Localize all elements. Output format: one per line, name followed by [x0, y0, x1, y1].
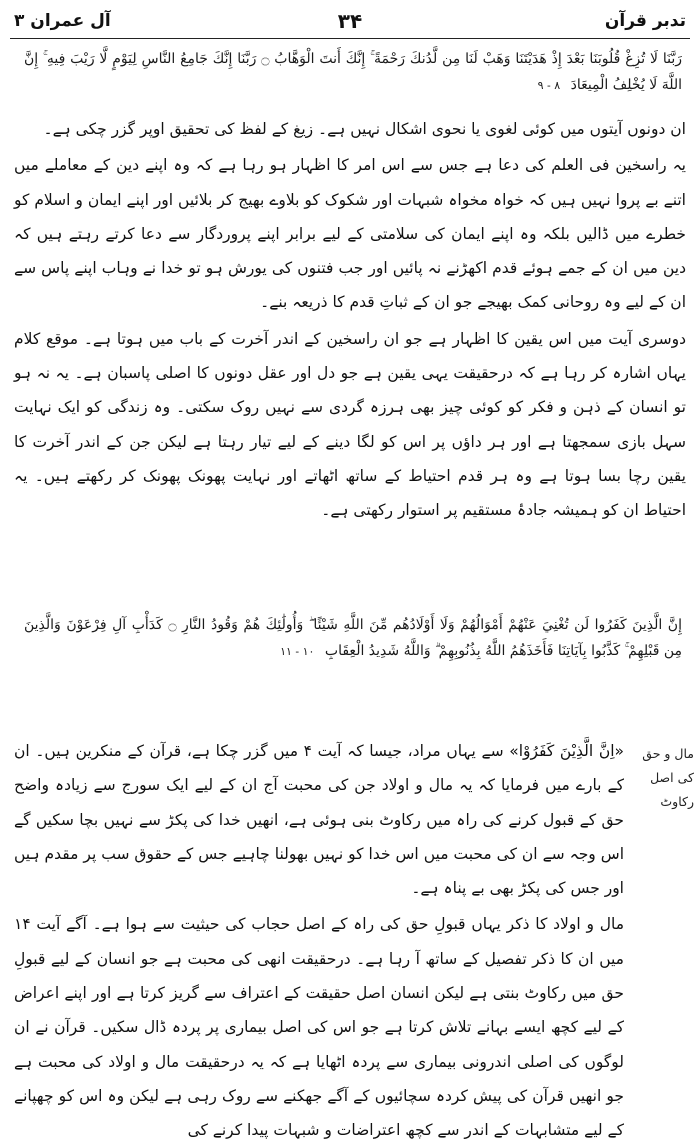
book-title: تدبر قرآن	[604, 11, 686, 31]
paragraph: مال و اولاد کا ذکر یہاں قبولِ حق کی راہ کے اصل حجاب کی حیثیت سے ہوا ہے۔ آگے آیت ۱۴ میں ان کا ذکر تفصیل کے ساتھ آ رہا ہے۔ درحقیقت انھی کی محبت ہے جو انسان کے لیے قبولِ حق میں رکاوٹ بنتی ہے لیکن انسان اصل حقیقت کے اعتراف سے گریز کرتا ہے اور اپنے اعراض کے لیے کچھ ایسے بہانے تلاش کرتا ہے جو اس کی اصل بیماری پر پردہ ڈال سکیں۔ قرآن نے ان لوگوں کی اصلی اندرونی بیماری سے پردہ اٹھایا ہے کہ یہ درحقیقت مال و اولاد کی محبت ہے جو انھیں قرآن کی پیش کردہ سچائیوں کے آگے جھکنے سے روک رہی ہے لیکن وہ اس کو چھپانے کے لیے متشابہات کے اندر سے کچھ اعتراضات و شبہات پیدا کرنے کی	[14, 915, 624, 1140]
ayah-text: إِنَّ الَّذِينَ كَفَرُوا لَن تُغْنِيَ عَنْهُمْ أَمْوَالُهُمْ وَلَا أَوْلَادُهُم مِّنَ اللَّهِ شَيْئًا ۖ وَأُولَٰئِكَ هُمْ وَقُودُ النَّارِ ۝ كَدَأْبِ آلِ فِرْعَوْنَ وَالَّذِينَ مِن قَبْلِهِمْ ۚ كَذَّبُوا بِآيَاتِنَا فَأَخَذَهُمُ اللَّهُ بِذُنُوبِهِمْ ۗ وَاللَّهُ شَدِيدُ الْعِقَابِ	[24, 617, 682, 659]
ayah-block-2	[24, 612, 682, 665]
ayah-block-1	[24, 46, 682, 99]
paragraph: ان دونوں آیتوں میں کوئی لغوی یا نحوی اشکال نہیں ہے۔ زیغ کے لفظ کی تحقیق اوپر گزر چکی ہے۔	[43, 120, 686, 138]
commentary-section-2	[14, 734, 624, 1148]
paragraph: یہ راسخین فی العلم کی دعا ہے جس سے اس امر کا اظہار ہو رہا ہے کہ وہ اپنے دین کے معاملے میں اتنے بے پروا نہیں ہیں کہ خواہ مخواہ شبہات اور شکوک کو بلاوے بھیج کر بلائیں اور اپنے ایمان و اسلام کو خطرے میں ڈالیں بلکہ وہ اپنے ایمان کی سلامتی کے لیے برابر اپنے پروردگار سے دعا کرتے رہتے ہیں کہ دین میں ان کے جمے ہوئے قدم اکھڑنے نہ پائیں اور جب فتنوں کی یورش ہو تو خدا نے وہاب اپنے پاس سے ان کے لیے وہ روحانی کمک بھیجے جو ان کے ثباتِ قدم کا ذریعہ بنے۔	[14, 156, 687, 312]
page-header	[14, 6, 686, 36]
page-number: ۳۴	[337, 9, 363, 33]
margin-note: مال و حق کی اصل رکاوٹ	[642, 746, 694, 809]
paragraph: «اِنَّ الَّذِیْنَ کَفَرُوْا» سے یہاں مراد، جیسا کہ آیت ۴ میں گزر چکا ہے، قرآن کے منکرین ہیں۔ ان کے بارے میں فرمایا کہ یہ مال و اولاد جن کی محبت آج ان کے لیے ایک سورج سے زیادہ واضح حق کے قبول کرنے کی راہ میں رکاوٹ بنی ہوئی ہے، انھیں خدا کی پکڑ سے نہیں بچا سکیں گے اس وجہ سے ان کی محبت میں اس خدا کو نہیں بھولنا چاہیے جس کے حقوق سب پر مقدم ہیں اور جس کی پکڑ بھی بے پناہ ہے۔	[14, 742, 625, 898]
ayah-reference: ۸ - ۹	[537, 79, 561, 92]
ayah-reference: ۱۰ - ۱۱	[280, 645, 315, 658]
header-divider	[10, 38, 690, 39]
commentary-section-1	[14, 112, 686, 528]
paragraph: دوسری آیت میں اس یقین کا اظہار ہے جو ان راسخین کے اندر آخرت کے باب میں ہوتا ہے۔ موقع کلام یہاں اشارہ کر رہا ہے کہ درحقیقت یہی یقین ہے جو دل اور عقل دونوں کا اصلی پاسبان ہے۔ یہ نہ ہو تو انسان کے ذہن و فکر کو کوئی چیز بھی ہرزہ گردی سے نہیں روک سکتی۔ وہ زندگی کو ایک نہایت سہل بازی سمجھتا ہے اور ہر داؤں پر اس کو لگا دینے کے لیے تیار رہتا ہے لیکن جن کے اندر آخرت کا یقین رچا بسا ہوتا ہے وہ ہر قدم احتیاط کے ساتھ اٹھاتے اور نہایت پھونک پھونک کر رکھتے ہیں۔ یہ احتیاط ان کو ہمیشہ جادۂ مستقیم پر استوار رکھتی ہے۔	[14, 329, 686, 520]
ayah-text: رَبَّنَا لَا تُزِغْ قُلُوبَنَا بَعْدَ إِذْ هَدَيْتَنَا وَهَبْ لَنَا مِن لَّدُنكَ رَحْمَةً ۚ إِنَّكَ أَنتَ الْوَهَّابُ ۝ رَبَّنَا إِنَّكَ جَامِعُ النَّاسِ لِيَوْمٍ لَّا رَيْبَ فِيهِ ۚ إِنَّ اللَّهَ لَا يُخْلِفُ الْمِيعَادَ	[24, 51, 683, 93]
surah-name: آل عمران ۳	[14, 11, 111, 31]
